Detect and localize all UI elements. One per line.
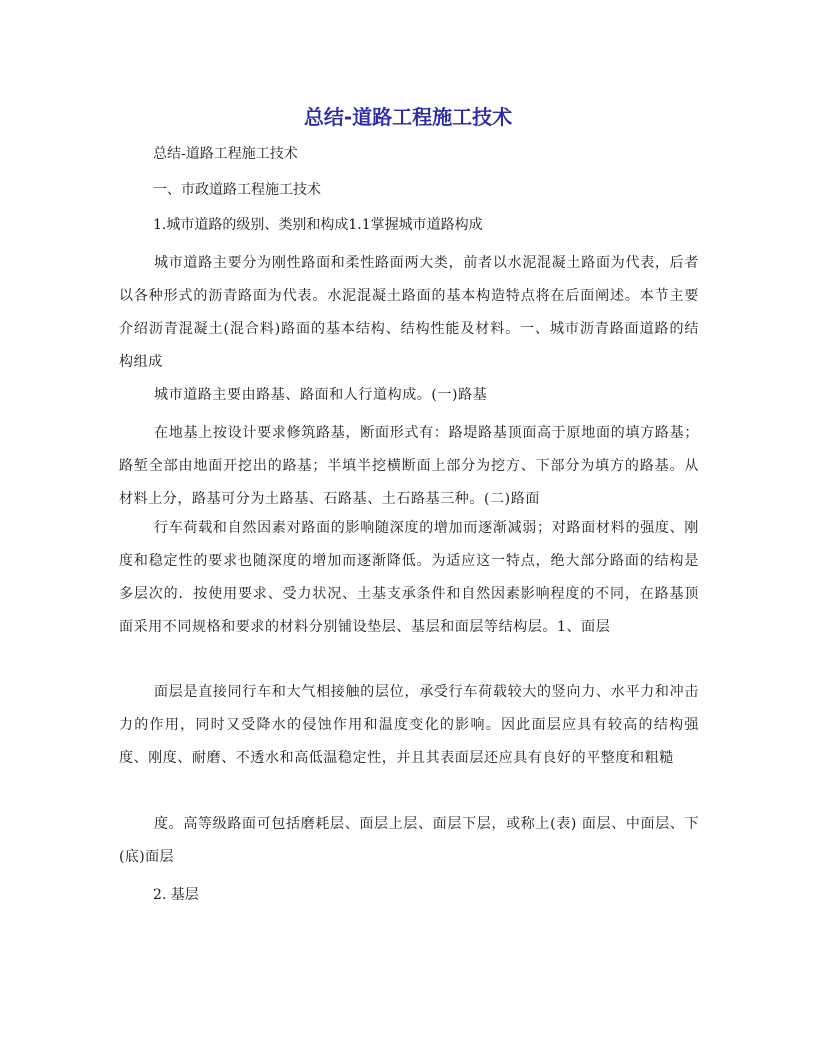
document-title: 总结-道路工程施工技术 — [303, 105, 513, 129]
paragraph-road-types: 城市道路主要分为刚性路面和柔性路面两大类，前者以水泥混凝土路面为代表，后者以各种形式的沥青路面为代表。水泥混凝土路面的基本构造特点将在后面阐述。本节主要介绍沥青混凝土(混合料)路面的基本结构、结构性能及材料。一、城市沥青路面道路的结构组成 — [119, 255, 699, 370]
section-heading: 一、市政道路工程施工技术 — [153, 182, 321, 198]
paragraph-subgrade: 在地基上按设计要求修筑路基，断面形式有：路堤路基顶面高于原地面的填方路基；路堑全部由地面开挖出的路基；半填半挖横断面上部分为挖方、下部分为填方的路基。从材料上分，路基可分为土路基、石路基、土石路基三种。(二)路面 — [119, 425, 699, 507]
base-layer-heading: 2. 基层 — [153, 887, 199, 903]
document-subtitle: 总结-道路工程施工技术 — [153, 146, 298, 162]
subsection-heading: 1.城市道路的级别、类别和构成1.1掌握城市道路构成 — [153, 217, 483, 233]
paragraph-road-composition: 城市道路主要由路基、路面和人行道构成。(一)路基 — [154, 387, 488, 403]
paragraph-surface-layer: 面层是直接同行车和大气相接触的层位，承受行车荷载较大的竖向力、水平力和冲击力的作用，同时又受降水的侵蚀作用和温度变化的影响。因此面层应具有较高的结构强度、刚度、耐磨、不透水和高低温稳定性，并且其表面层还应具有良好的平整度和粗糙 — [119, 684, 699, 766]
paragraph-pavement: 行车荷载和自然因素对路面的影响随深度的增加而逐渐减弱；对路面材料的强度、刚度和稳定性的要求也随深度的增加而逐渐降低。为适应这一特点，绝大部分路面的结构是多层次的．按使用要求、受力状况、土基支承条件和自然因素影响程度的不同，在路基顶面采用不同规格和要求的材料分别铺设垫层、基层和面层等结构层。1、面层 — [119, 520, 699, 635]
paragraph-surface-layer-continued: 度。高等级路面可包括磨耗层、面层上层、面层下层，或称上(表) 面层、中面层、下(底)面层 — [119, 816, 699, 865]
